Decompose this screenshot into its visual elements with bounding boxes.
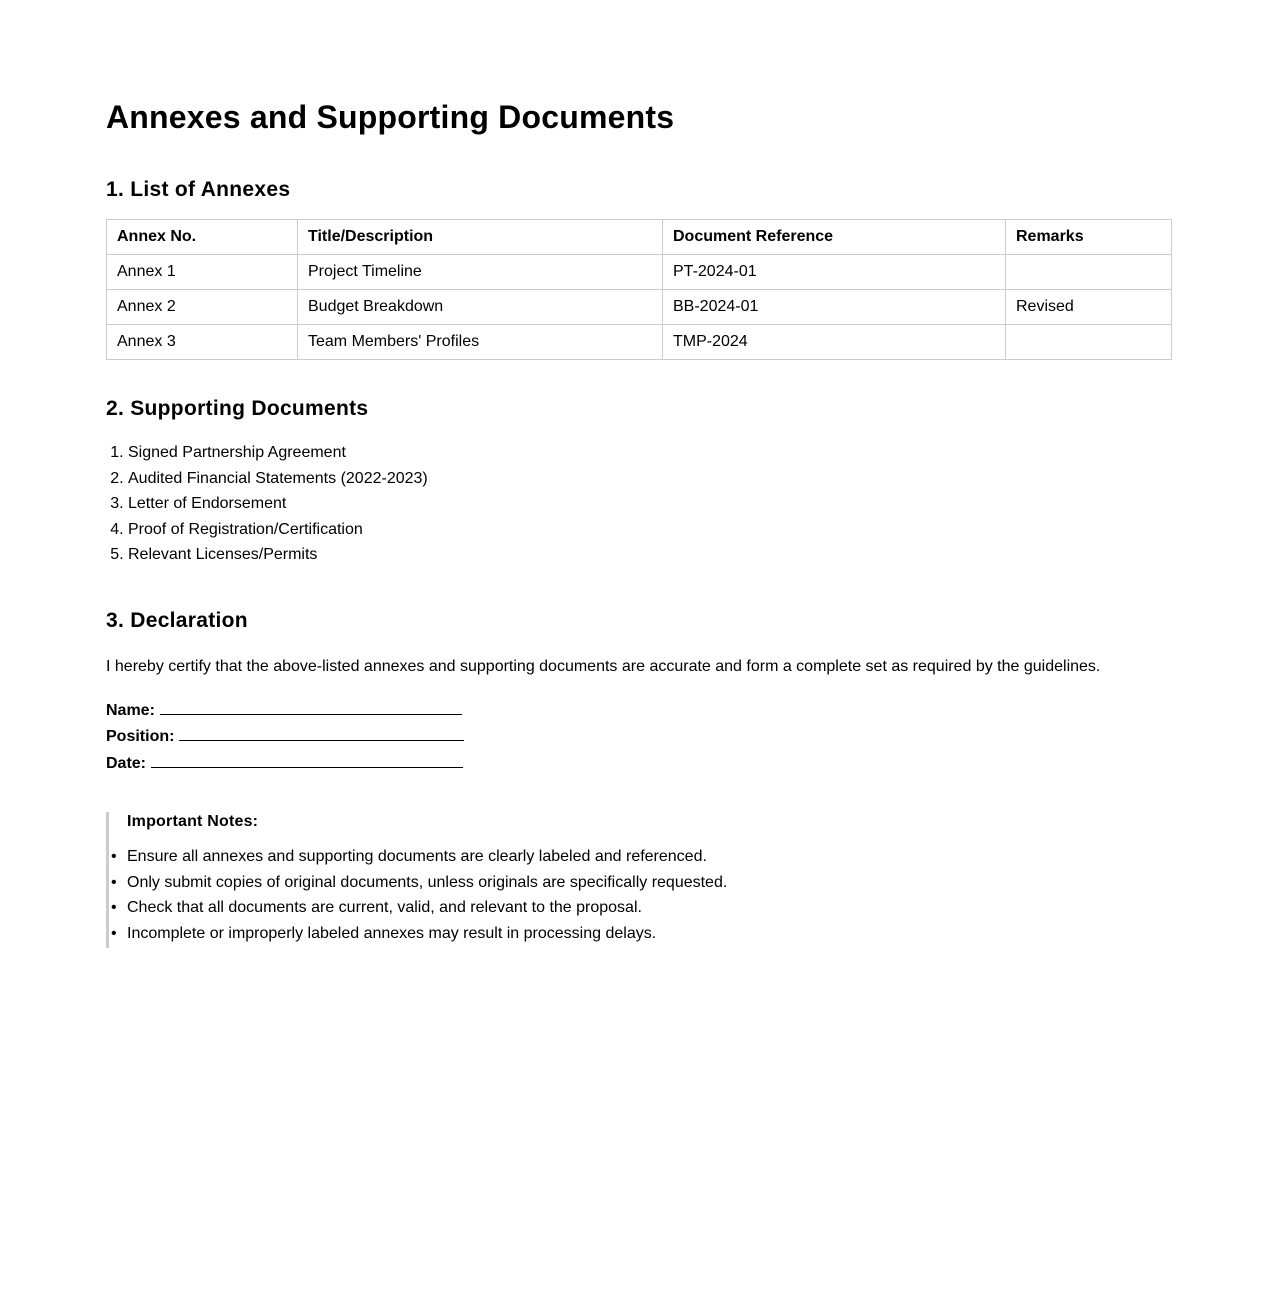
list-item: 4. Proof of Registration/Certification [128,517,1172,543]
list-item: 3. Letter of Endorsement [128,491,1172,517]
position-signature-line [179,723,464,741]
date-label: Date: [106,754,147,772]
supporting-documents-list [106,440,1172,568]
table-row [107,325,1172,360]
name-label: Name: [106,701,155,719]
table-row [107,255,1172,290]
notes-title: Important Notes: [127,813,259,830]
section-heading-annexes: 1. List of Annexes [106,178,291,201]
table-cell [1006,255,1172,290]
table-row [107,290,1172,325]
list-item: 5. Relevant Licenses/Permits [128,542,1172,568]
name-field [106,697,1172,724]
column-header-title: Title/Description [298,220,663,255]
date-signature-line [151,750,463,768]
column-header-remarks: Remarks [1006,220,1172,255]
table-cell: BB-2024-01 [663,290,1006,325]
table-cell: Team Members' Profiles [298,325,663,360]
table-cell [1006,325,1172,360]
column-header-annex-no: Annex No. [107,220,298,255]
signature-block [106,697,1172,777]
list-item: • Only submit copies of original documents, unless originals are specifically requested. [127,870,1172,896]
table-cell: TMP-2024 [663,325,1006,360]
table-cell: Revised [1006,290,1172,325]
table-cell: Annex 1 [107,255,298,290]
section-heading-declaration: 3. Declaration [106,608,248,632]
table-cell: Annex 3 [107,325,298,360]
list-item: • Incomplete or improperly labeled annexes may result in processing delays. [127,921,1172,947]
section-heading-supporting-documents: 2. Supporting Documents [106,397,369,420]
notes-list [127,844,1172,946]
list-item: 1. Signed Partnership Agreement [128,440,1172,466]
declaration-text: I hereby certify that the above-listed annexes and supporting documents are accurate and form a complete set as required by the guidelines. [106,657,1101,675]
table-header-row [107,220,1172,255]
list-item: 2. Audited Financial Statements (2022-2023) [128,466,1172,492]
name-signature-line [160,697,462,715]
position-label: Position: [106,728,175,745]
table-cell: Project Timeline [298,255,663,290]
list-item: • Check that all documents are current, valid, and relevant to the proposal. [127,895,1172,921]
table-cell: PT-2024-01 [663,255,1006,290]
column-header-reference: Document Reference [663,220,1006,255]
page-title: Annexes and Supporting Documents [106,99,675,135]
important-notes-box [106,812,1172,948]
annex-table [106,219,1172,360]
position-field [106,723,1172,750]
table-cell: Annex 2 [107,290,298,325]
date-field [106,750,1172,777]
list-item: • Ensure all annexes and supporting documents are clearly labeled and referenced. [127,844,1172,870]
table-cell: Budget Breakdown [298,290,663,325]
